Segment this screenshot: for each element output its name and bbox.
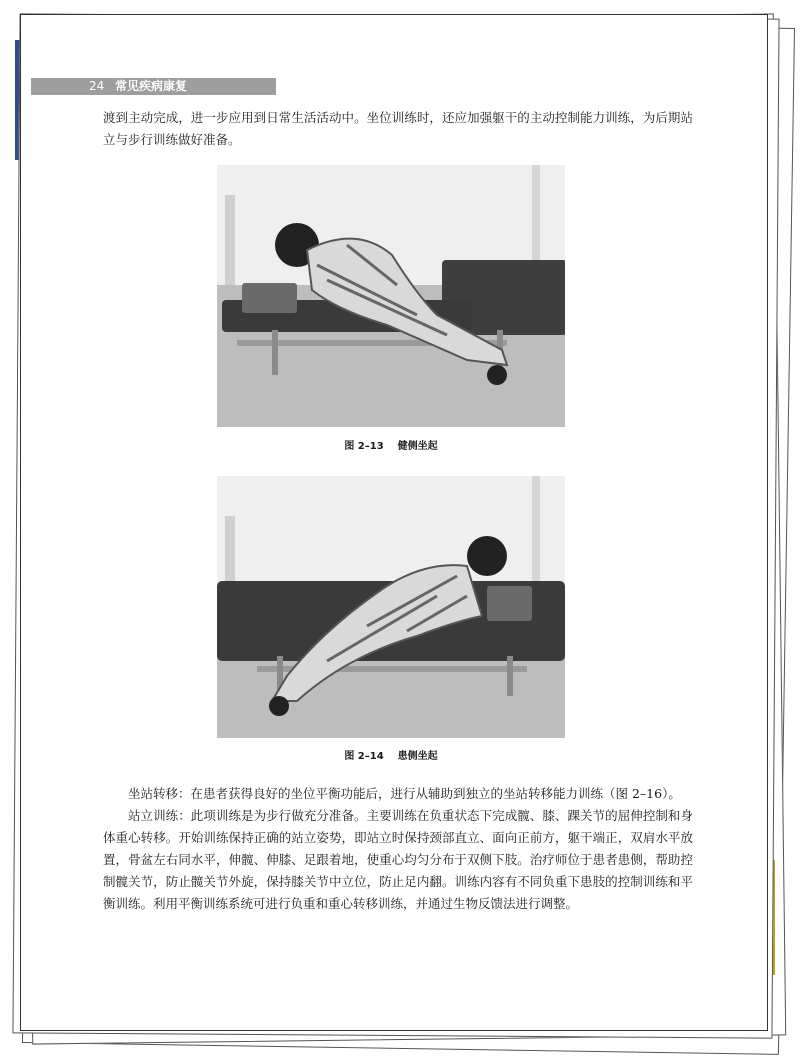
figure-caption	[217, 437, 565, 452]
page-number: 24	[89, 79, 105, 93]
standing-training-paragraph: 站立训练：此项训练是为步行做充分准备。主要训练在负重状态下完成髋、膝、踝关节的屈伸控制和身体重心转移。开始训练保持正确的站立姿势，即站立时保持颈部直立、面向正前方，躯干端正，双肩水平放置，骨盆左右同水平，伸髋、伸膝、足跟着地，使重心均匀分布于双侧下肢。治疗师位于患者患侧，帮助控制髋关节，防止髋关节外旋，保持膝关节中立位，防止足内翻。训练内容有不同负重下患肢的控制训练和平衡训练。利用平衡训练系统可进行负重和重心转移训练，并通过生物反馈法进行调整。	[103, 808, 693, 911]
figure-photo-sit-up-affected-side	[217, 476, 565, 738]
book-page	[20, 14, 768, 1031]
figure-caption	[217, 747, 565, 762]
figure-number: 图 2–14	[344, 751, 384, 762]
running-header	[31, 78, 276, 95]
figure-photo-sit-up-healthy-side	[217, 165, 565, 427]
figure-title: 健侧坐起	[397, 441, 438, 452]
intro-paragraph: 渡到主动完成，进一步应用到日常生活活动中。坐位训练时，还应加强躯干的主动控制能力训练，为后期站立与步行训练做好准备。	[103, 110, 693, 147]
sit-stand-transfer-paragraph: 坐站转移：在患者获得良好的坐位平衡功能后，进行从辅助到独立的坐站转移能力训练（图 2–16）。	[128, 786, 681, 801]
figure-number: 图 2–13	[344, 441, 384, 452]
chapter-title: 常见疾病康复	[115, 79, 188, 93]
figure-title: 患侧坐起	[397, 751, 438, 762]
